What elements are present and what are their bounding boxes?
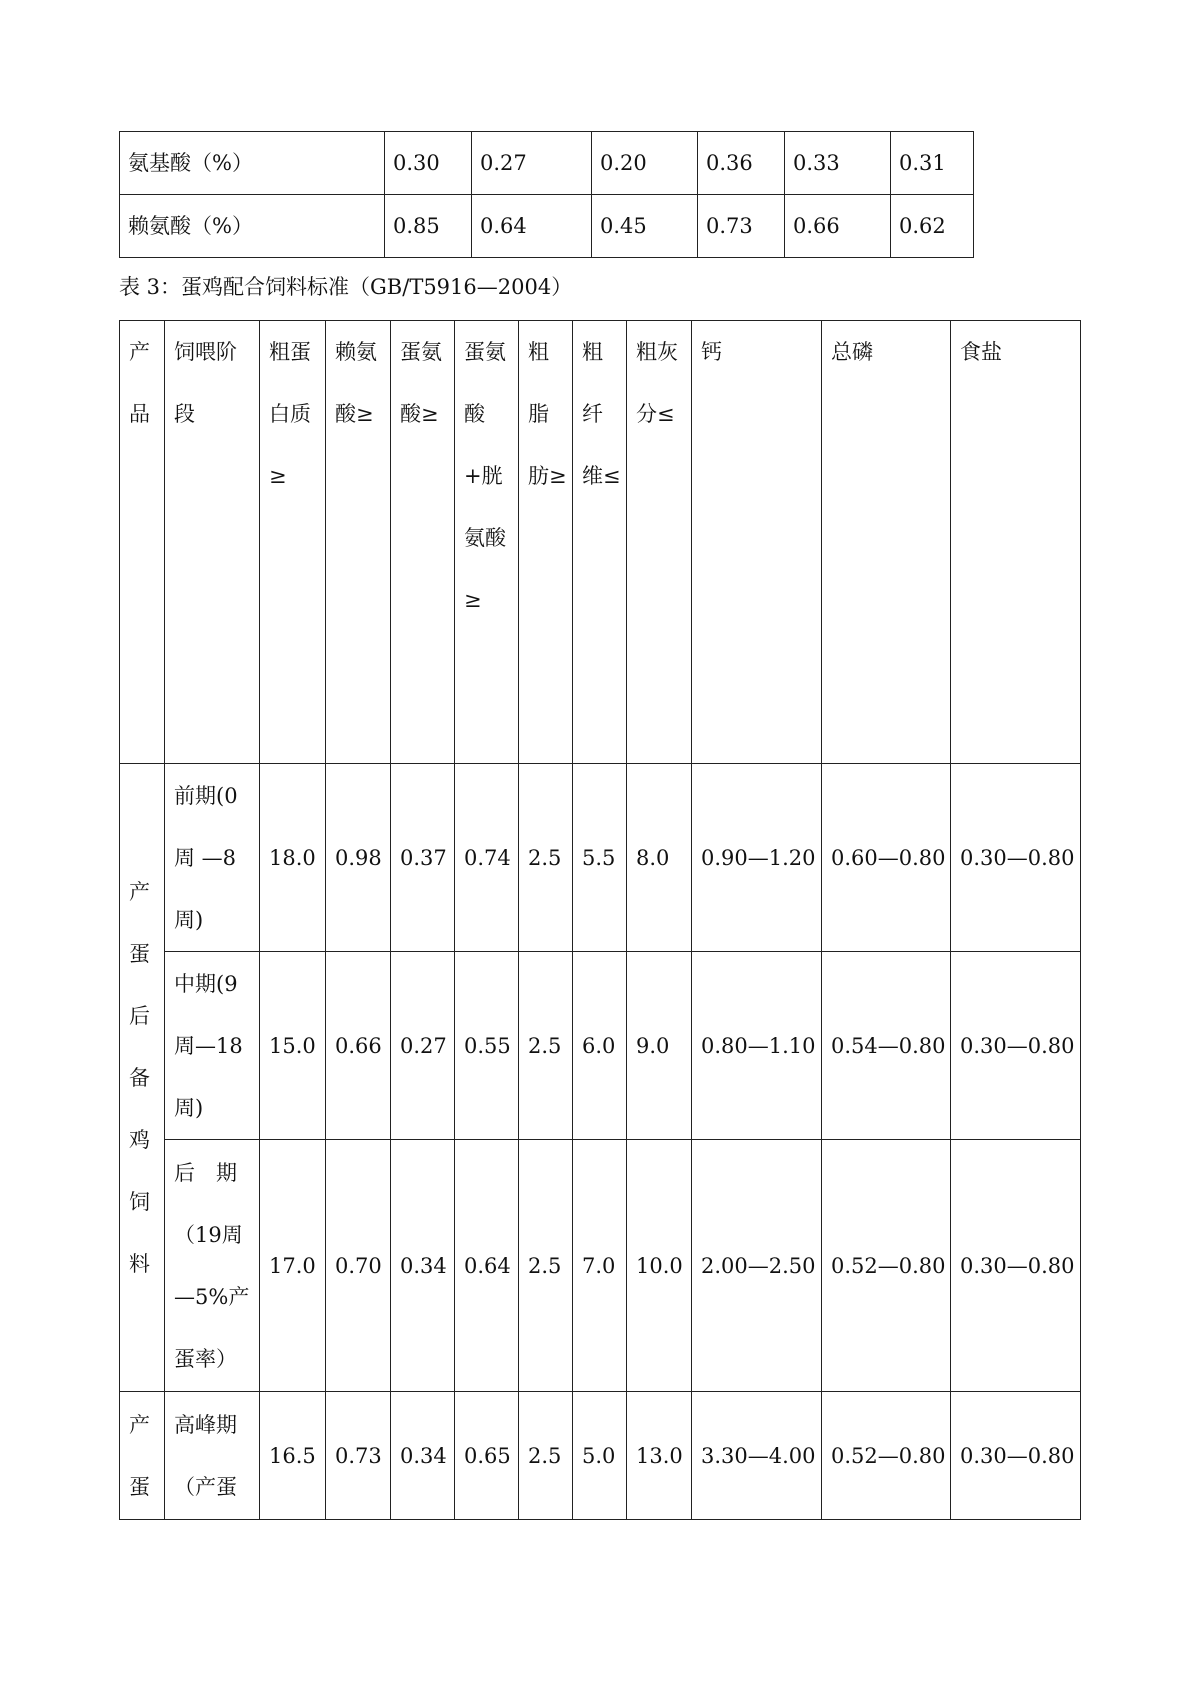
table-cell: 0.62 <box>899 214 946 238</box>
stage-cell: 前期(0周 —8周) <box>174 783 238 932</box>
table-row <box>120 1140 1081 1392</box>
table-cell: 0.27 <box>400 1033 447 1058</box>
header-product: 产品 <box>129 340 150 426</box>
row-label: 氨基酸（%） <box>128 151 253 175</box>
table-cell: 18.0 <box>269 845 316 870</box>
group-label: 产蛋 <box>129 1412 150 1499</box>
table-cell: 2.5 <box>528 1253 562 1278</box>
header-lysine: 赖氨酸≥ <box>335 340 377 426</box>
header-crude-fat: 粗脂肪≥ <box>528 340 567 488</box>
table-cell: 0.20 <box>600 151 647 175</box>
table-cell: 0.73 <box>335 1443 382 1468</box>
table-cell: 0.52—0.80 <box>831 1253 946 1278</box>
header-salt: 食盐 <box>960 340 1002 364</box>
table-caption: 表 3：蛋鸡配合饲料标准（GB/T5916—2004） <box>119 275 573 299</box>
header-stage: 饲喂阶段 <box>174 340 237 426</box>
table-cell: 0.85 <box>393 214 440 238</box>
table-cell: 8.0 <box>636 845 670 870</box>
table-cell: 2.00—2.50 <box>701 1253 816 1278</box>
header-methionine: 蛋氨酸≥ <box>400 340 442 426</box>
table-cell: 16.5 <box>269 1443 316 1468</box>
table-row <box>120 952 1081 1140</box>
table-cell: 0.70 <box>335 1253 382 1278</box>
table-cell: 0.98 <box>335 845 382 870</box>
header-crude-ash: 粗灰分≤ <box>636 340 678 426</box>
table-cell: 10.0 <box>636 1253 683 1278</box>
table-cell: 0.45 <box>600 214 647 238</box>
group-label: 产蛋后备鸡饲料 <box>129 879 150 1276</box>
stage-cell: 高峰期（产蛋 <box>174 1412 237 1499</box>
header-crude-protein: 粗蛋白质≥ <box>269 340 311 488</box>
table-cell: 13.0 <box>636 1443 683 1468</box>
table-cell: 0.52—0.80 <box>831 1443 946 1468</box>
table-cell: 0.66 <box>335 1033 382 1058</box>
table-cell: 15.0 <box>269 1033 316 1058</box>
header-met-cys: 蛋氨酸+胱氨酸≥ <box>464 340 506 612</box>
table-cell: 0.90—1.20 <box>701 845 816 870</box>
table-row <box>120 1392 1081 1520</box>
table-cell: 9.0 <box>636 1033 670 1058</box>
header-crude-fiber: 粗纤维≤ <box>582 340 621 488</box>
table-cell: 0.34 <box>400 1443 447 1468</box>
stage-cell: 中期(9周—18周) <box>174 971 243 1120</box>
table-cell: 2.5 <box>528 845 562 870</box>
table-cell: 2.5 <box>528 1033 562 1058</box>
header-total-phosphorus: 总磷 <box>831 340 873 364</box>
table-cell: 5.0 <box>582 1443 616 1468</box>
table-cell: 0.60—0.80 <box>831 845 946 870</box>
table-cell: 0.31 <box>899 151 946 175</box>
table-cell: 0.30—0.80 <box>960 845 1075 870</box>
table-cell: 0.30—0.80 <box>960 1033 1075 1058</box>
table-cell: 0.64 <box>480 214 527 238</box>
table-row <box>120 764 1081 952</box>
table-cell: 0.54—0.80 <box>831 1033 946 1058</box>
table-cell: 0.80—1.10 <box>701 1033 816 1058</box>
table-row <box>120 132 974 195</box>
table-cell: 0.66 <box>793 214 840 238</box>
table-cell: 6.0 <box>582 1033 616 1058</box>
table-cell: 0.33 <box>793 151 840 175</box>
header-calcium: 钙 <box>701 340 722 364</box>
table-cell: 0.65 <box>464 1443 511 1468</box>
feed-standard-table <box>119 320 1081 1520</box>
table-cell: 0.27 <box>480 151 527 175</box>
table-cell: 3.30—4.00 <box>701 1443 816 1468</box>
table-cell: 0.55 <box>464 1033 511 1058</box>
table-cell: 0.37 <box>400 845 447 870</box>
stage-cell: 后 期（19周—5%产蛋率） <box>174 1160 250 1371</box>
amino-acid-table <box>119 131 974 258</box>
table-cell: 0.30 <box>393 151 440 175</box>
table-cell: 5.5 <box>582 845 616 870</box>
row-label: 赖氨酸（%） <box>128 214 253 238</box>
table-cell: 0.30—0.80 <box>960 1443 1075 1468</box>
table-cell: 0.64 <box>464 1253 511 1278</box>
table-cell: 2.5 <box>528 1443 562 1468</box>
table-cell: 7.0 <box>582 1253 616 1278</box>
table-cell: 0.30—0.80 <box>960 1253 1075 1278</box>
table-cell: 17.0 <box>269 1253 316 1278</box>
table-row <box>120 195 974 258</box>
table-cell: 0.36 <box>706 151 753 175</box>
table-cell: 0.34 <box>400 1253 447 1278</box>
header-row <box>120 321 1081 764</box>
table-cell: 0.74 <box>464 845 511 870</box>
table-cell: 0.73 <box>706 214 753 238</box>
